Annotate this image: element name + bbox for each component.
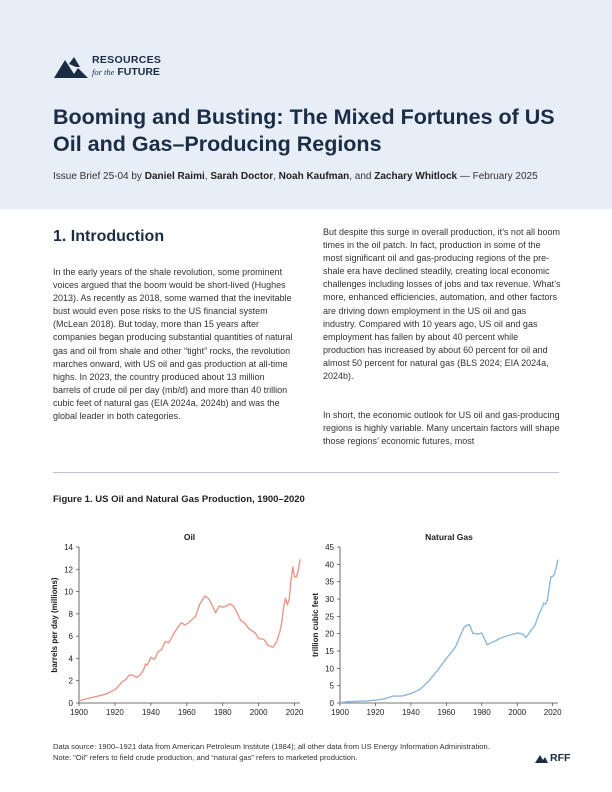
- x-tick-label: 1920: [366, 708, 385, 717]
- author-name[interactable]: Daniel Raimi: [144, 171, 205, 182]
- byline: [53, 171, 538, 182]
- rff-wordmark: RFF: [550, 752, 571, 764]
- author-name[interactable]: Sarah Doctor: [210, 171, 274, 182]
- y-tick-label: 8: [68, 609, 73, 619]
- x-tick-label: 1960: [437, 708, 456, 717]
- byline-separator: , and: [349, 171, 375, 182]
- byline-date: — February 2025: [457, 171, 538, 182]
- y-tick-label: 35: [325, 577, 334, 587]
- x-tick-label: 2000: [508, 708, 527, 717]
- y-axis-label: trillion cubic feet: [311, 592, 320, 658]
- x-tick-label: 1980: [213, 708, 232, 717]
- figure-source-note: [53, 741, 553, 763]
- x-tick-label: 1980: [472, 708, 491, 717]
- mountain-logo-icon: [535, 753, 548, 763]
- chart-title: Oil: [183, 532, 196, 542]
- x-tick-label: 1960: [177, 708, 196, 717]
- section-heading: 1. Introduction: [53, 228, 165, 245]
- logo-wordmark-line2: [92, 66, 160, 78]
- body-paragraph: But despite this surge in overall production, it’s not all boom times in the oil patch. In fact, production in some of the most significant oil and gas-producing regions of the pre-shale era have declined steadily, creating local economic challenges including losses of jobs and tax revenue. What’s more, enhanced efficiencies, automation, and other factors are driving down employment in the US oil and gas industry. Compared with 10 years ago, US oil and gas employment has fallen by about 40 percent while production has increased by about 60 percent for oil and almost 50 percent for natural gas (BLS 2024; EIA 2024a, 2024b).: [323, 227, 561, 382]
- byline-prefix: Issue Brief 25-04 by: [53, 171, 145, 182]
- mountain-logo-icon: [54, 56, 88, 78]
- figure-title: Figure 1. US Oil and Natural Gas Production, 1900–2020: [53, 494, 305, 505]
- y-tick-label: 0: [68, 699, 73, 708]
- y-tick-label: 14: [64, 543, 73, 552]
- y-tick-label: 2: [68, 676, 73, 686]
- y-tick-label: 4: [68, 654, 73, 664]
- y-tick-label: 45: [325, 543, 334, 552]
- y-tick-label: 12: [64, 565, 73, 575]
- y-tick-label: 10: [64, 587, 73, 597]
- figure-charts: [44, 528, 574, 723]
- author-name[interactable]: Noah Kaufman: [278, 171, 350, 182]
- rff-logo[interactable]: [54, 52, 194, 82]
- author-name[interactable]: Zachary Whitlock: [374, 171, 458, 182]
- y-tick-label: 30: [325, 595, 334, 604]
- gas-series-line: [340, 560, 558, 703]
- page-title: Booming and Busting: The Mixed Fortunes of US Oil and Gas–Producing Regions: [53, 105, 555, 156]
- y-tick-label: 40: [325, 560, 334, 570]
- header-band: [0, 0, 612, 209]
- y-tick-label: 20: [325, 629, 334, 639]
- x-tick-label: 1940: [401, 708, 420, 717]
- x-tick-label: 1900: [331, 708, 349, 717]
- x-tick-label: 1920: [106, 708, 124, 717]
- byline-separator: ,: [204, 171, 211, 182]
- body-paragraph: In the early years of the shale revolution, some prominent voices argued that the boom would be short-lived (Hughes 2013). As recently as 2018, some warned that the inevitable bust would even pose risks to the US financial system (McLean 2018). But today, more than 15 years after companies began producing substantial quantities of natural gas and oil from shale and other “tight” rocks, the revolution marches onward, with US oil and gas production at all-time highs. In 2023, the country produced about 13 million barrels of crude oil per day (mb/d) and more than 40 trillion cubic feet of natural gas (EIA 2024a, 2024b) and was the global leader in both categories.: [53, 267, 293, 422]
- byline-separator: ,: [273, 171, 279, 182]
- logo-wordmark-line1: RESOURCES: [92, 54, 162, 66]
- y-tick-label: 10: [325, 664, 334, 674]
- y-tick-label: 25: [325, 612, 334, 622]
- y-tick-label: 0: [329, 699, 334, 708]
- logo-wordmark-main: FUTURE: [117, 66, 160, 78]
- section-divider: [53, 472, 559, 473]
- y-axis-label: barrels per day (millions): [50, 577, 59, 673]
- x-tick-label: 2000: [249, 708, 268, 717]
- x-tick-label: 2020: [543, 708, 562, 717]
- y-tick-label: 15: [325, 647, 334, 656]
- x-tick-label: 2020: [285, 708, 304, 717]
- y-tick-label: 6: [68, 632, 73, 642]
- x-tick-label: 1940: [141, 708, 160, 717]
- x-tick-label: 1900: [70, 708, 88, 717]
- note-line: Note: “Oil” refers to field crude production, and “natural gas” refers to marketed production.: [53, 753, 358, 762]
- source-line: Data source: 1900–1921 data from American Petroleum Institute (1984); all other data from US Energy Information Administration.: [53, 742, 490, 751]
- chart-title: Natural Gas: [425, 532, 473, 542]
- y-tick-label: 5: [329, 681, 334, 691]
- logo-wordmark-small: for the: [92, 67, 115, 77]
- body-paragraph: In short, the economic outlook for US oil and gas-producing regions is highly variable. Many uncertain factors will shape those regions’ economic futures, most: [323, 410, 560, 447]
- oil-series-line: [79, 559, 300, 701]
- rff-footer-logo[interactable]: [535, 751, 580, 765]
